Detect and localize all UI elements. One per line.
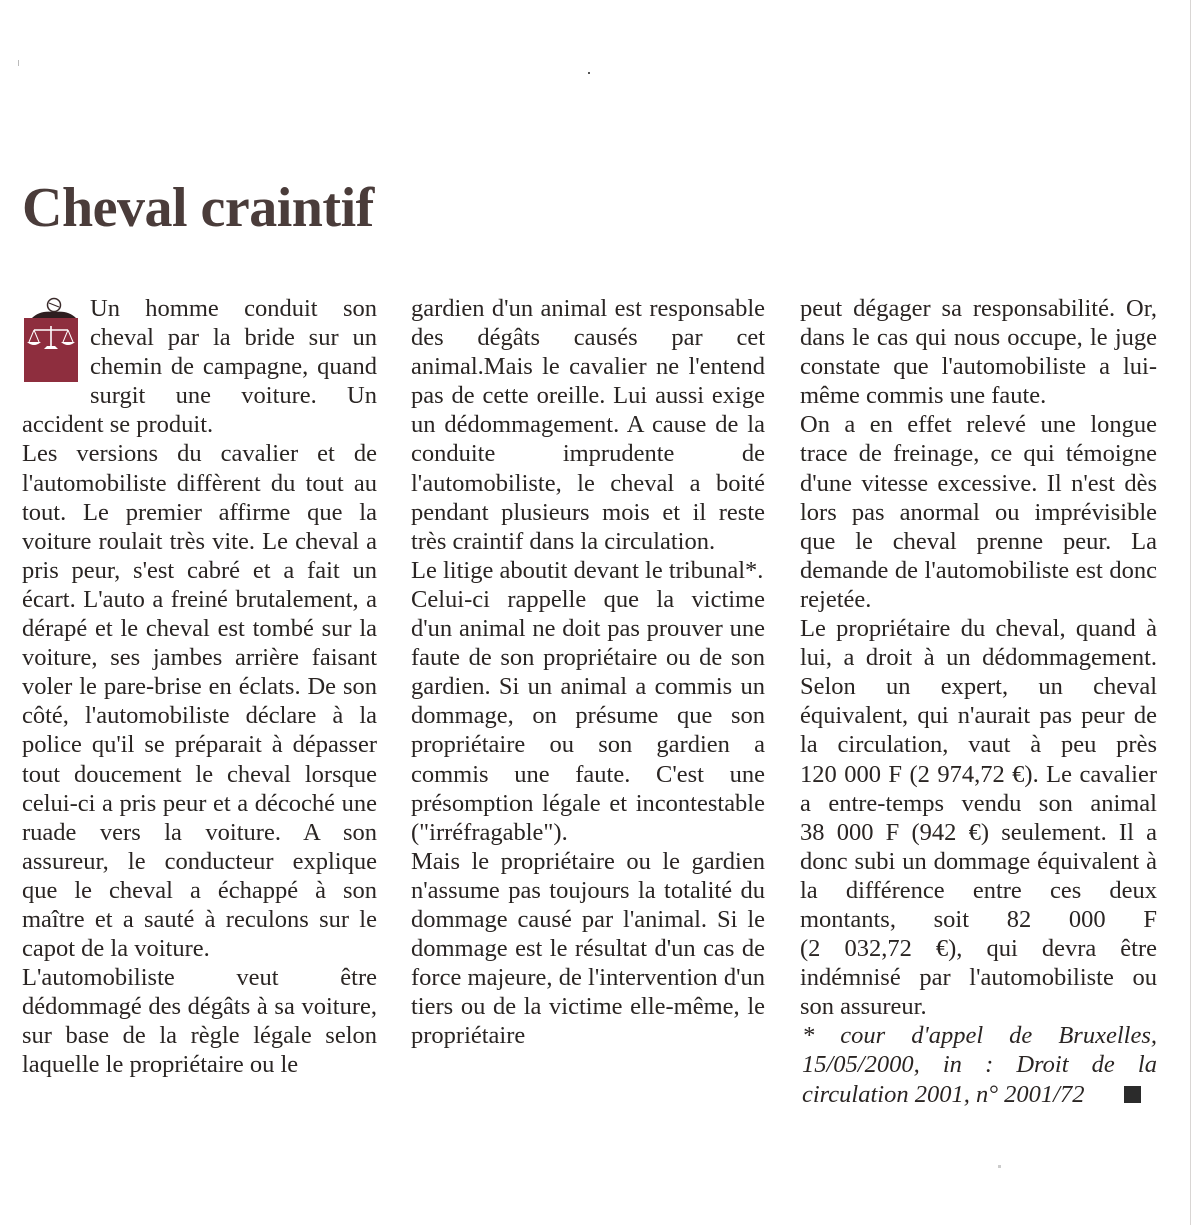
article-title: Cheval craintif: [22, 177, 374, 239]
scales-of-justice-icon: [22, 296, 80, 382]
paragraph: Mais le propriétaire ou le gardien n'assume pas toujours la totalité du dommage causé par l'animal. Si le dommage est le résultat d'un cas de force majeure, de l'intervention d'un tiers ou de la victime elle-même, le propriétaire: [411, 847, 765, 1050]
paragraph: peut dégager sa responsabilité. Or, dans le cas qui nous occupe, le juge constate que l'automobiliste a lui-même commis une faute.: [800, 295, 1157, 410]
footnote: [800, 1021, 1157, 1108]
paragraph: L'automobiliste veut être dédommagé des dégâts à sa voiture, sur base de la règle légale selon laquelle le propriétaire ou le: [22, 964, 377, 1079]
article-column-3: [800, 294, 1157, 1109]
paragraph: Le propriétaire du cheval, quand à lui, a droit à un dédommagement. Selon un expert, un cheval équivalent, qui n'aurait pas peur de la circulation, vaut à peu près 120 000 F (2 974,72 €). Le cavalier a entre-temps vendu son animal 38 000 F (942 €) seulement. Il a donc subi un dommage équivalent à la différence entre ces deux montants, soit 82 000 F (2 032,72 €), qui devra être indémnisé par l'automobiliste ou son assureur.: [800, 615, 1157, 1021]
paragraph: Un homme conduit son cheval par la bride sur un chemin de campagne, quand surgit une voiture. Un accident se produit.: [22, 295, 377, 439]
paragraph: On a en effet relevé une longue trace de freinage, ce qui témoigne d'une vitesse excessive. Il n'est dès lors pas anormal ou imprévisible que le cheval prenne peur. La demande de l'automobiliste est donc rejetée.: [800, 411, 1157, 613]
paragraph: Celui-ci rappelle que la victime d'un animal ne doit pas prouver une faute de son propriétaire ou de son gardien. Si un animal a commis un dommage, on présume que son propriétaire ou son gardien a commis une faute. C'est une présomption légale et incontestable ("irréfragable").: [411, 585, 765, 846]
scan-speck: [998, 1165, 1001, 1168]
paragraph: Le litige aboutit devant le tribunal*.: [411, 556, 764, 584]
scan-edge-line: [1190, 0, 1191, 1225]
paragraph: Les versions du cavalier et de l'automobiliste diffèrent du tout au tout. Le premier affirme que la voiture roulait très vite. Le cheval a pris peur, s'est cabré et a fait un écart. L'auto a freiné brutalement, a dérapé et le cheval est tombé sur la voiture, ses jambes arrière faisant voler le pare-brise en éclats. De son côté, l'automobiliste déclare à la police qu'il se préparait à dépasser tout doucement le cheval lorsque celui-ci a pris peur et a décoché une ruade vers la voiture. A son assureur, le conducteur explique que le cheval a échappé à son maître et a sauté à reculons sur le capot de la voiture.: [22, 440, 377, 963]
scan-speck: [18, 60, 19, 66]
article-column-2: [411, 294, 765, 1050]
article-column-1: [22, 294, 377, 1080]
paragraph: gardien d'un animal est responsable des dégâts causés par cet animal.Mais le cavalier ne l'entend pas de cette oreille. Lui aussi exige un dédommagement. A cause de la conduite imprudente de l'automobiliste, le cheval a boité pendant plusieurs mois et il reste très craintif dans la circulation.: [411, 295, 765, 555]
scan-speck: [588, 72, 590, 74]
footnote-text: * cour d'appel de Bruxelles, 15/05/2000, in : Droit de la circulation 2001, n° 2001/72: [802, 1022, 1157, 1108]
end-of-article-square-icon: [1124, 1086, 1141, 1103]
